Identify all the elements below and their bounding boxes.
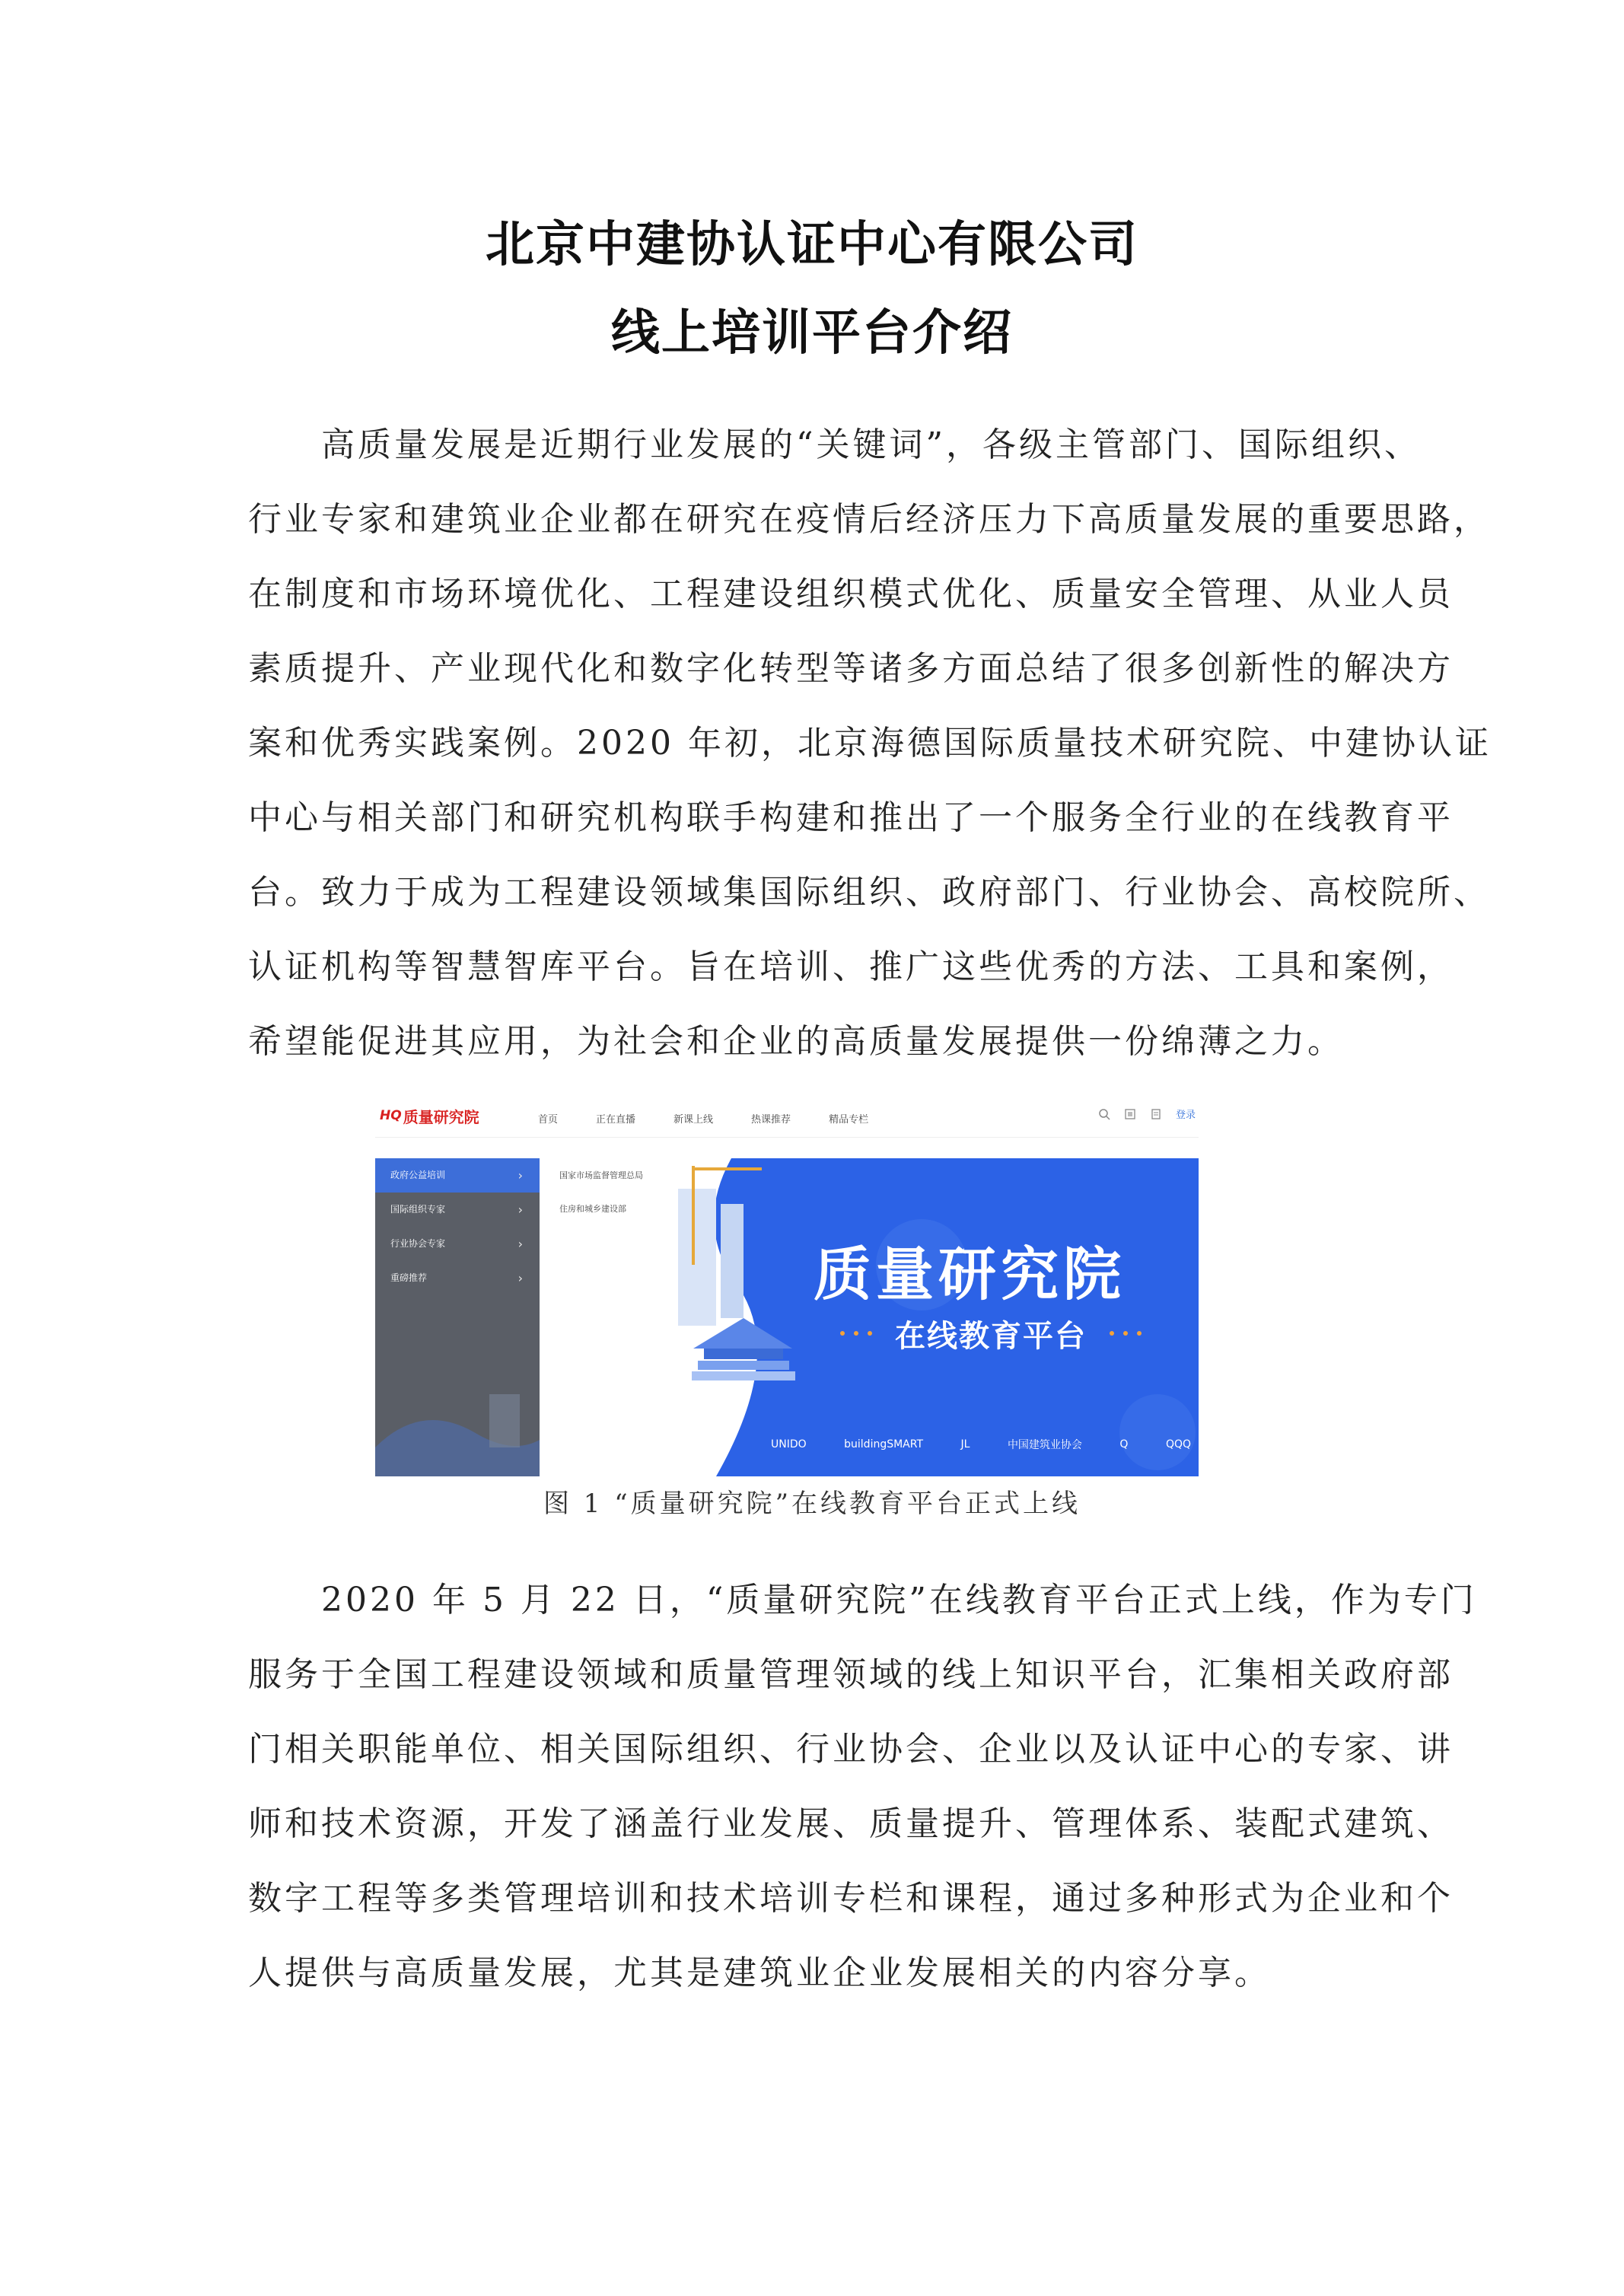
nav-item-hot[interactable]: 热课推荐 <box>751 1114 791 1126</box>
login-link[interactable]: 登录 <box>1175 1110 1196 1121</box>
logo-text: 质量研究院 <box>403 1107 479 1126</box>
paragraph-line: 行业专家和建筑业企业都在研究在疫情后经济压力下高质量发展的重要思路， <box>248 500 1490 539</box>
paragraph-line: 门相关职能单位、相关国际组织、行业协会、企业以及认证中心的专家、讲 <box>248 1730 1454 1769</box>
nav-item-home[interactable]: 首页 <box>538 1114 559 1126</box>
sidebar-item-government[interactable] <box>375 1158 540 1193</box>
nav-item-live[interactable]: 正在直播 <box>596 1114 636 1126</box>
hero-banner[interactable] <box>670 1158 1199 1476</box>
partner-logo: QQQ <box>1165 1438 1191 1451</box>
chevron-right-icon: › <box>517 1271 523 1285</box>
paragraph-line: 数字工程等多类管理培训和技术培训专栏和课程，通过多种形式为企业和个 <box>248 1879 1454 1918</box>
platform-logo[interactable] <box>380 1107 479 1125</box>
figure-caption: 图 1 “质量研究院”在线教育平台正式上线 <box>543 1489 1081 1519</box>
paragraph-line: 台。致力于成为工程建设领域集国际组织、政府部门、行业协会、高校院所、 <box>248 873 1490 912</box>
submenu-item-mohurd[interactable]: 住房和城乡建设部 <box>559 1204 626 1214</box>
sidebar-item-label: 重磅推荐 <box>390 1272 428 1283</box>
document-title: 北京中建协认证中心有限公司 <box>486 216 1138 273</box>
platform-nav-menu <box>538 1111 906 1126</box>
sidebar-wave-decoration <box>375 1387 540 1476</box>
paragraph-line: 师和技术资源，开发了涵盖行业发展、质量提升、管理体系、装配式建筑、 <box>248 1804 1454 1843</box>
paragraph-line: 案和优秀实践案例。2020 年初，北京海德国际质量技术研究院、中建协认证 <box>248 724 1492 763</box>
sidebar-item-label: 国际组织专家 <box>390 1204 446 1215</box>
partner-logo: Q <box>1119 1438 1129 1451</box>
document-icon[interactable] <box>1150 1108 1162 1120</box>
category-submenu <box>540 1158 670 1476</box>
scan-icon[interactable] <box>1124 1108 1136 1120</box>
partner-logo: 中国建筑业协会 <box>1007 1439 1082 1451</box>
partner-logo: UNIDO <box>771 1438 807 1451</box>
paragraph-line: 中心与相关部门和研究机构联手构建和推出了一个服务全行业的在线教育平 <box>248 798 1454 837</box>
platform-hero <box>375 1158 1199 1476</box>
dots-decoration <box>1105 1331 1146 1336</box>
sidebar-item-label: 行业协会专家 <box>390 1238 446 1249</box>
chevron-right-icon: › <box>517 1237 523 1251</box>
nav-item-column[interactable]: 精品专栏 <box>829 1114 869 1126</box>
submenu-item-samr[interactable]: 国家市场监督管理总局 <box>559 1170 643 1180</box>
sidebar-item-recommended[interactable] <box>375 1261 540 1295</box>
paragraph-line: 认证机构等智慧智库平台。旨在培训、推广这些优秀的方法、工具和案例， <box>248 947 1454 986</box>
partner-logos <box>771 1426 1191 1463</box>
paragraph-line: 2020 年 5 月 22 日，“质量研究院”在线教育平台正式上线，作为专门 <box>248 1581 1477 1619</box>
logo-mark: HQ <box>380 1108 402 1123</box>
chevron-right-icon: › <box>517 1202 523 1217</box>
partner-logo: JL <box>960 1438 970 1451</box>
platform-navbar <box>375 1094 1199 1138</box>
dots-decoration <box>836 1331 877 1336</box>
paragraph-line: 服务于全国工程建设领域和质量管理领域的线上知识平台，汇集相关政府部 <box>248 1655 1454 1694</box>
sidebar-item-label: 政府公益培训 <box>390 1170 446 1180</box>
launch-paragraph <box>248 1563 1477 2011</box>
paragraph-line: 人提供与高质量发展，尤其是建筑业企业发展相关的内容分享。 <box>248 1954 1271 1992</box>
chevron-right-icon: › <box>517 1168 523 1183</box>
document-subtitle: 线上培训平台介绍 <box>611 304 1013 361</box>
paragraph-line: 素质提升、产业现代化和数字化转型等诸多方面总结了很多创新性的解决方 <box>248 649 1454 688</box>
search-icon[interactable] <box>1098 1108 1110 1120</box>
nav-tools <box>1098 1107 1196 1121</box>
paragraph-line: 在制度和市场环境优化、工程建设组织模式优化、质量安全管理、从业人员 <box>248 575 1454 613</box>
platform-screenshot <box>375 1094 1199 1476</box>
sidebar-item-international[interactable] <box>375 1193 540 1227</box>
banner-subtitle: 在线教育平台 <box>895 1318 1087 1354</box>
paragraph-line: 希望能促进其应用，为社会和企业的高质量发展提供一份绵薄之力。 <box>248 1022 1344 1061</box>
intro-paragraph <box>248 408 1492 1079</box>
category-sidebar <box>375 1158 540 1476</box>
nav-item-new[interactable]: 新课上线 <box>673 1114 714 1126</box>
sidebar-item-association[interactable] <box>375 1227 540 1261</box>
banner-subtitle-row <box>812 1315 1170 1352</box>
partner-logo: buildingSMART <box>844 1438 924 1451</box>
banner-title: 质量研究院 <box>814 1240 1126 1308</box>
paragraph-line: 高质量发展是近期行业发展的“关键词”，各级主管部门、国际组织、 <box>248 425 1421 464</box>
